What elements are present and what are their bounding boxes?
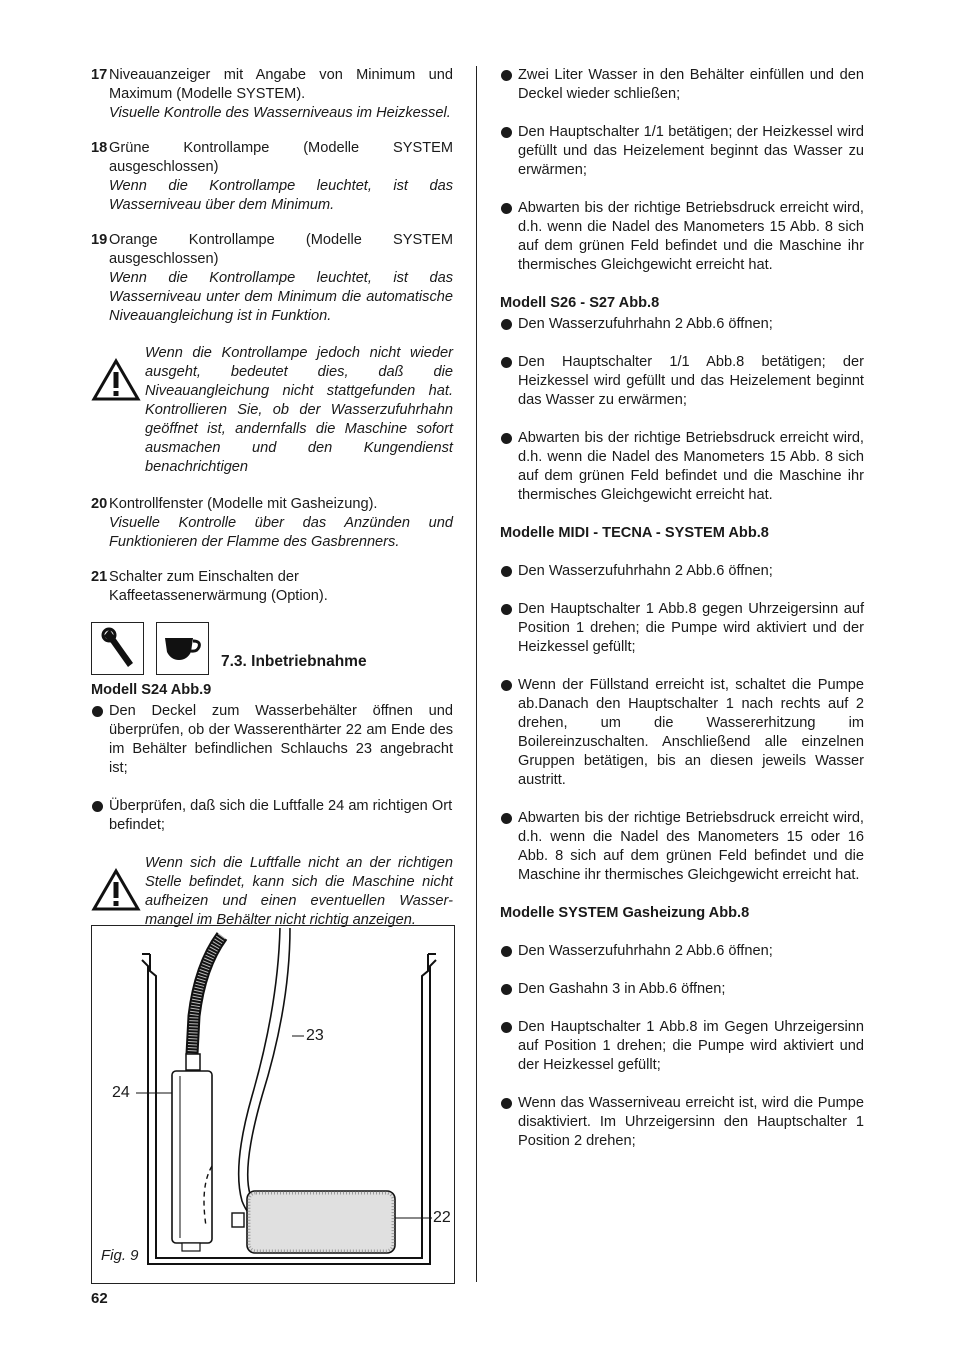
- list-item: Abwarten bis der richtige Betriebsdruck erreicht wird, d.h. wenn die Nadel des Manometers 15 Abb. 8 sich auf dem grünen Feld befindet und die Maschine ihr thermisches Gleichgewicht erreicht hat.: [500, 199, 864, 275]
- list-item: Den Hauptschalter 1/1 Abb.8 betätigen; der Heizkessel wird gefüllt und das Heizelement beginnt das Wasser zu erwärmen;: [500, 353, 864, 410]
- figure-9: [91, 925, 455, 1284]
- list-item: Abwarten bis der richtige Betriebsdruck erreicht wird, d.h. wenn die Nadel des Manometers 15 Abb. 8 sich auf dem grünen Feld befindet und die Maschine ihr thermisches Gleichgewicht erreicht hat.: [500, 429, 864, 505]
- section-header: [91, 622, 453, 675]
- item-text: Grüne Kontrollampe (Modelle SYSTEM ausgeschlossen): [109, 140, 453, 175]
- item-number: 20: [91, 496, 108, 512]
- s24-heading: Modell S24 Abb.9: [91, 682, 212, 698]
- water-tank-diagram: [92, 926, 454, 1283]
- item-number: 21: [91, 569, 108, 585]
- list-item: Den Hauptschalter 1 Abb.8 gegen Uhrzeigersinn auf Position 1 drehen; die Pumpe wird aktiviert und der Heizkessel gefüllt;: [500, 600, 864, 657]
- warning-text: Wenn die Kontrollampe jedoch nicht wieder ausgeht, bedeutet dies, daß die Niveauangleichung nicht stattgefunden hat. Kontrollieren Sie, ob der Wasserzufuhrhahn geöffnet ist, andernfalls die Maschine sofort ausmachen und den Kungendienst benachrichtigen: [145, 345, 453, 475]
- warning-triangle-icon: [91, 868, 141, 912]
- item-17: [91, 66, 453, 123]
- item-number: 18: [91, 140, 108, 156]
- list-item: Wenn der Füllstand erreicht ist, schaltet die Pumpe ab.Danach den Hauptschalter 1 nach rechts auf 2 drehen, um die Wassererhitzung im Boilereinzuschalten. Anschließend alle einzelnen Gruppen betätigen, bis an diesen jeweils Wasser austritt.: [500, 676, 864, 790]
- list-item: Zwei Liter Wasser in den Behälter einfüllen und den Deckel wieder schließen;: [500, 66, 864, 104]
- item-italic-note: Visuelle Kontrolle über das Anzünden und Funktionieren der Flamme des Gasbrenners.: [109, 515, 453, 550]
- item-20: [91, 495, 453, 552]
- page-number: 62: [91, 1290, 108, 1307]
- list-item: Den Wasserzufuhrhahn 2 Abb.6 öffnen;: [500, 562, 864, 581]
- list-item: Überprüfen, daß sich die Luftfalle 24 am richtigen Ort befindet;: [91, 797, 453, 835]
- gas-heading: Modelle SYSTEM Gasheizung Abb.8: [500, 905, 750, 921]
- figure-caption: Fig. 9: [101, 1247, 139, 1264]
- item-text: Orange Kontrollampe (Modelle SYSTEM ausgeschlossen): [109, 232, 453, 267]
- list-item: Den Wasserzufuhrhahn 2 Abb.6 öffnen;: [500, 315, 864, 334]
- column-divider: [476, 66, 477, 1282]
- warning-triangle-icon: [91, 358, 141, 402]
- midi-heading: Modelle MIDI - TECNA - SYSTEM Abb.8: [500, 525, 769, 541]
- coffee-cup-icon: [156, 622, 209, 675]
- label-22: 22: [433, 1209, 451, 1226]
- item-text: Schalter zum Einschalten der Kaffeetassenerwärmung (Option).: [109, 569, 328, 604]
- right-column: [500, 66, 864, 1170]
- item-19: [91, 231, 453, 326]
- item-number: 17: [91, 67, 108, 83]
- item-number: 19: [91, 232, 108, 248]
- item-italic-note: Wenn die Kontrollampe leuchtet, ist das Wasserniveau unter dem Minimum die automatische Niveauangleichung ist in Funktion.: [109, 270, 453, 324]
- list-item: Den Deckel zum Wasserbehälter öffnen und überprüfen, ob der Wasserenthärter 22 am Ende des im Behälter befindlichen Schlauchs 23 angebracht ist;: [91, 702, 453, 778]
- item-18: [91, 139, 453, 215]
- warning-note-1: [91, 344, 453, 477]
- list-item: Den Wasserzufuhrhahn 2 Abb.6 öffnen;: [500, 942, 864, 961]
- list-item: Abwarten bis der richtige Betriebsdruck erreicht wird, d.h. wenn die Nadel des Manometers 15 oder 16 Abb. 8 sich auf dem grünen Feld befindet und die Maschine ihr thermisches Gleichgewicht erreicht hat.: [500, 809, 864, 885]
- list-item: Den Hauptschalter 1 Abb.8 im Gegen Uhrzeigersinn auf Position 1 drehen; die Pumpe wird aktiviert und der Heizkessel gefüllt;: [500, 1018, 864, 1075]
- wrench-icon: [91, 622, 144, 675]
- warning-text: Wenn sich die Luftfalle nicht an der richtigen Stelle befindet, kann sich die Maschine nicht aufheizen und einen eventuellen Wasser-mangel im Behälter nicht richtig anzeigen.: [145, 855, 453, 928]
- list-item: Wenn das Wasserniveau erreicht ist, wird die Pumpe disaktiviert. Im Uhrzeigersinn den Hauptschalter 1 Position 2 drehen;: [500, 1094, 864, 1151]
- label-24: 24: [112, 1084, 130, 1101]
- item-italic-note: Visuelle Kontrolle des Wasserniveaus im Heizkessel.: [109, 105, 451, 121]
- item-text: Kontrollfenster (Modelle mit Gasheizung).: [109, 496, 378, 512]
- label-23: 23: [306, 1027, 324, 1044]
- item-21: [91, 568, 453, 606]
- warning-note-2: [91, 854, 453, 930]
- left-column: [91, 66, 453, 948]
- s26-heading: Modell S26 - S27 Abb.8: [500, 295, 660, 311]
- section-title: 7.3. Inbetriebnahme: [221, 653, 367, 670]
- item-italic-note: Wenn die Kontrollampe leuchtet, ist das Wasserniveau über dem Minimum.: [109, 178, 453, 213]
- item-text: Niveauanzeiger mit Angabe von Minimum und Maximum (Modelle SYSTEM).: [109, 67, 453, 102]
- list-item: Den Gashahn 3 in Abb.6 öffnen;: [500, 980, 864, 999]
- list-item: Den Hauptschalter 1/1 betätigen; der Heizkessel wird gefüllt und das Heizelement beginnt das Wasser zu erwärmen;: [500, 123, 864, 180]
